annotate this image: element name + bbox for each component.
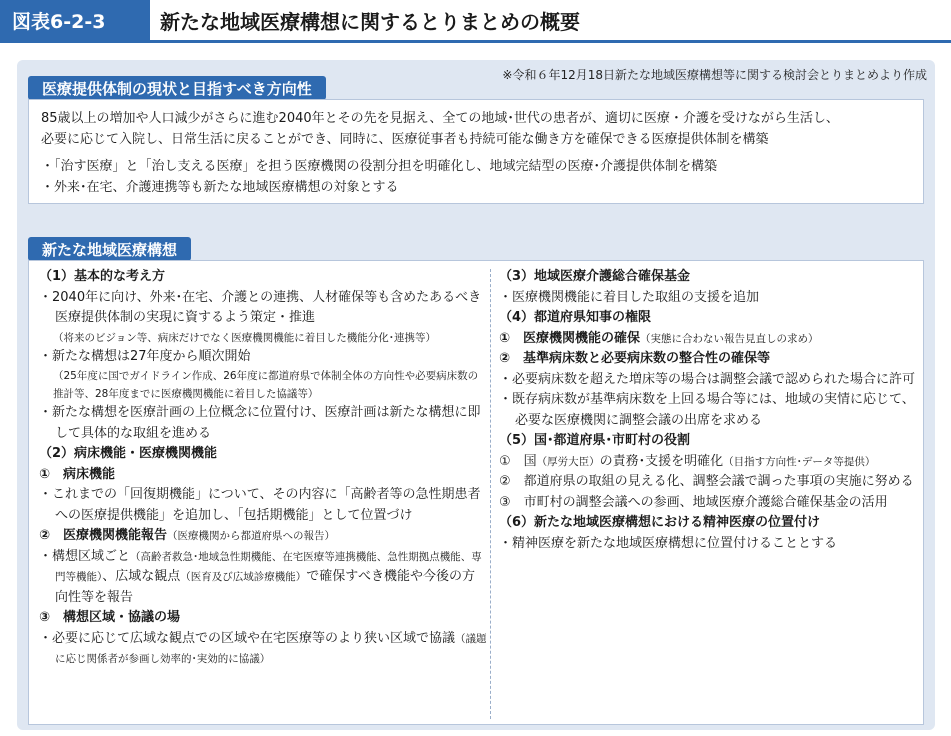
heading-governor-authority: （4）都道府県知事の権限 (499, 310, 652, 325)
bullet-fund: ・医療機関機能に着目した取組の支援を追加 (499, 289, 760, 305)
section-current-direction (28, 99, 924, 204)
bullet-function-report: ・構想区域ごと（高齢者救急･地域急性期機能、在宅医療等連携機能、急性期拠点機能、専門等機能）、広域な観点（医育及び広域診療機能）で確保すべき機能や今後の方向性等を報告 (39, 548, 482, 605)
heading-psychiatric: （6）新たな地域医療構想における精神医療の位置付け (499, 515, 821, 530)
intro-text (41, 108, 911, 150)
bullet-role-division: ・「治す医療」と「治し支える医療」を担う医療機関の役割分担を明確化し、地域完結型の医療･介護提供体制を構築 (41, 159, 718, 174)
bullet-psychiatric: ・精神医療を新たな地域医療構想に位置付けることとする (499, 535, 838, 551)
subheading-function-report: ② 医療機関機能報告（医療機関から都道府県への報告） (39, 528, 336, 543)
item-prefecture-role: ② 都道府県の取組の見える化、調整会議で調った事項の実施に努める (499, 474, 914, 489)
right-column (499, 267, 915, 554)
note-vision: （将来のビジョン等、病床だけでなく医療機関機能に着目した機能分化･連携等） (53, 331, 437, 344)
header-divider (0, 40, 951, 43)
source-note: ※令和６年12月18日新たな地域医療構想等に関する検討会とりまとめより作成 (502, 68, 927, 82)
item-ensure-function: ① 医療機関機能の確保（実態に合わない報告見直しの求め） (499, 330, 819, 346)
figure-header (0, 0, 951, 44)
bullet-bed-increase: ・必要病床数を超えた増床等の場合は調整会議で認められた場合に許可 (499, 371, 916, 387)
figure-label: 図表6-2-3 (0, 0, 150, 40)
heading-roles: （5）国･都道府県･市町村の役割 (499, 433, 691, 448)
left-column (39, 267, 487, 670)
intro-line-2: 必要に応じて入院し、日常生活に戻ることができ、同時に、医療従事者も持続可能な働き方を確保できる医療提供体制を構築 (41, 132, 769, 147)
note-schedule: （25年度に国でガイドライン作成、26年度に都道府県で体制全体の方向性や必要病床数の推計等、28年度までに医療機関機能に着目した協議等） (53, 370, 479, 400)
subheading-bed-function: ① 病床機能 (39, 466, 116, 482)
bullet-start-fy27: ・新たな構想は27年度から順次開始 (39, 348, 251, 364)
bullet-medical-plan: ・新たな構想を医療計画の上位概念に位置付け、医療計画は新たな構想に即して具体的な取組を進める (39, 405, 481, 441)
item-municipality-role: ③ 市町村の調整会議への参画、地域医療介護総合確保基金の活用 (499, 494, 888, 510)
subheading-area-council: ③ 構想区域・協議の場 (39, 610, 181, 625)
item-national-role: ① 国（厚労大臣）の責務･支援を明確化（目指す方向性･データ等提供） (499, 453, 876, 469)
heading-fund: （3）地域医療介護総合確保基金 (499, 269, 691, 284)
page-title: 新たな地域医療構想に関するとりまとめの概要 (160, 9, 580, 34)
bullet-council-attendance: ・既存病床数が基準病床数を上回る場合等には、地域の実情に応じて、必要な医療機関に調整会議の出席を求める (499, 392, 915, 428)
bullet-2040: ・2040年に向け、外来･在宅、介護との連携、人材確保等も含めたあるべき医療提供体制の実現に資するよう策定・推進 (39, 289, 482, 325)
heading-basic-concept: （1）基本的な考え方 (39, 269, 166, 284)
heading-bed-function: （2）病床機能・医療機関機能 (39, 446, 218, 461)
section-heading-current-direction: 医療提供体制の現状と目指すべき方向性 (28, 76, 326, 100)
bullet-scope: ・外来･在宅、介護連携等も新たな地域医療構想の対象とする (41, 180, 399, 195)
bullet-inclusive-function: ・これまでの「回復期機能」について、その内容に「高齢者等の急性期患者への医療提供機能」を追加し、「包括期機能」として位置づけ (39, 487, 481, 523)
section-heading-new-vision: 新たな地域医療構想 (28, 237, 191, 261)
section-new-vision (28, 260, 924, 725)
column-divider (490, 269, 491, 719)
item-bed-consistency: ② 基準病床数と必要病床数の整合性の確保等 (499, 351, 771, 366)
bullet-area-council: ・必要に応じて広域な観点での区域や在宅医療等のより狭い区域で協議（議題に応じ関係者が参画し効率的･実効的に協議） (39, 630, 487, 665)
intro-line-1: 85歳以上の増加や人口減少がさらに進む2040年とその先を見据え、全ての地域･世代の患者が、適切に医療・介護を受けながら生活し、 (41, 111, 839, 126)
